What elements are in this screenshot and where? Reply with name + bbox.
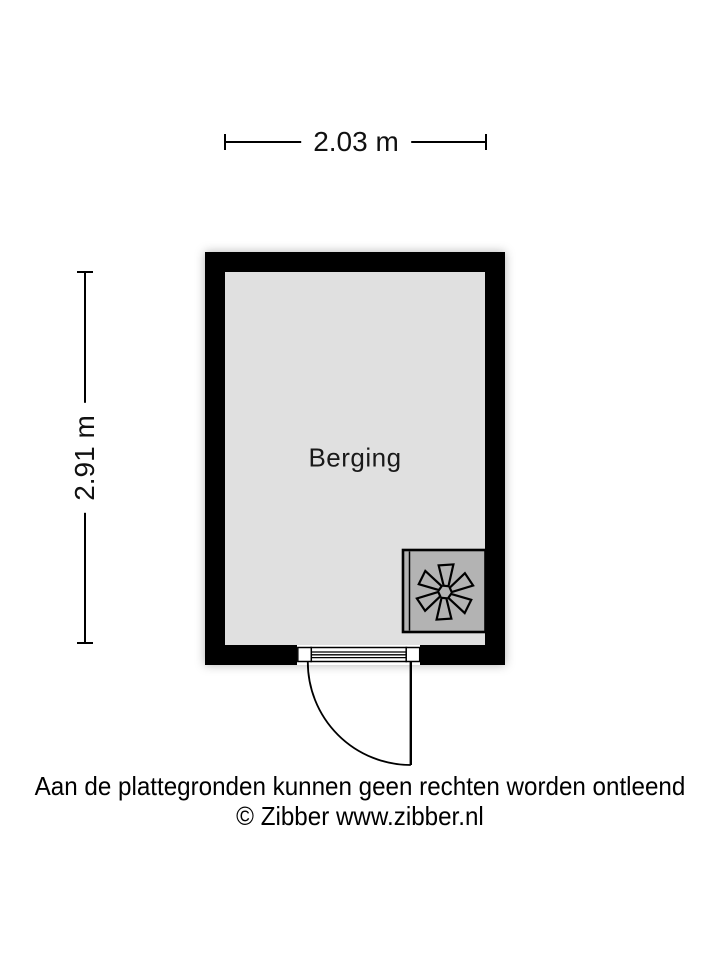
height-dimension-label: 2.91 m [69,403,101,513]
disclaimer-text: Aan de plattegronden kunnen geen rechten worden ontleend [34,771,686,801]
footer [0,771,720,831]
height-dimension-tick-bottom [77,642,93,644]
width-dimension-tick-left [224,134,226,150]
width-dimension-label: 2.03 m [301,126,411,158]
door-swing-icon [298,648,420,766]
door-swing-arc [308,662,411,765]
height-dimension-tick-top [77,271,93,273]
copyright-text: © Zibber www.zibber.nl [236,801,484,831]
room-name-label: Berging [308,442,402,473]
door-opening [297,645,420,665]
width-dimension-tick-right [485,134,487,150]
